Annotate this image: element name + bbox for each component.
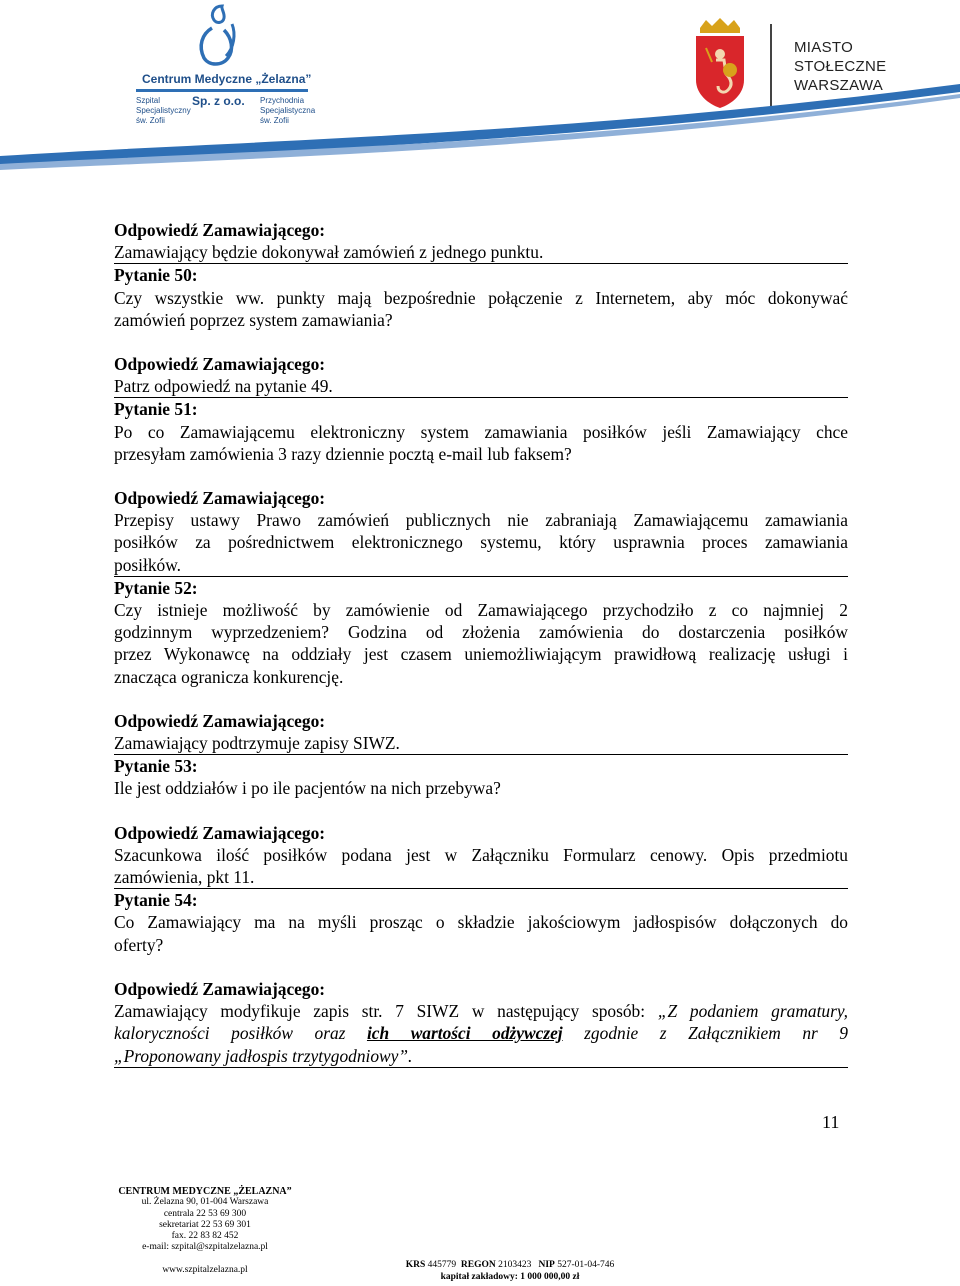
question-label: Pytanie 53: [114, 756, 198, 777]
answer-label: Odpowiedź Zamawiającego: [114, 978, 326, 999]
answer-text: Zamawiający podtrzymuje zapisy SIWZ. [114, 732, 848, 755]
question-text: Co Zamawiający ma na myśli prosząc o składzie jakościowym jadłospisów dołączonych do [114, 912, 848, 933]
answer-text: Zamawiający będzie dokonywał zamówień z jednego punktu. [114, 241, 848, 264]
footer-registry-numbers: KRS 445779 REGON 2103423 NIP 527-01-04-746 [405, 1260, 615, 1270]
city-name: MIASTO STOŁECZNE WARSZAWA [794, 39, 887, 94]
letterhead [0, 0, 960, 170]
question-text: oferty? [114, 934, 164, 955]
clinic-emblem-icon [192, 2, 246, 68]
answer-label: Odpowiedź Zamawiającego: [114, 220, 326, 240]
question-text: Czy istnieje możliwość by zamówienie od Zamawiającego przychodziło z co najmniej 2 [114, 600, 848, 621]
question-label: Pytanie 51: [114, 399, 198, 420]
answer-text: posiłków. [114, 554, 848, 577]
emphasized-phrase: ich wartości odżywczej [366, 1023, 563, 1044]
footer-website: www.szpitalzelazna.pl [162, 1264, 248, 1275]
footer-contact [110, 1186, 300, 1276]
question-text: zamówień poprzez system zamawiania? [114, 309, 393, 330]
question-text: godzinnym wyprzedzeniem? Godzina od złożenia zamówienia do dostarczenia posiłków [114, 622, 848, 643]
answer-label: Odpowiedź Zamawiającego: [114, 354, 326, 375]
answer-text: Patrz odpowiedź na pytanie 49. [114, 375, 848, 398]
footer-email: e-mail: szpital@szpitalzelazna.pl [142, 1242, 268, 1253]
answer-label: Odpowiedź Zamawiającego: [114, 822, 326, 843]
question-text: Ile jest oddziałów i po ile pacjentów na nich przebywa? [114, 778, 501, 799]
footer-switchboard: centrala 22 53 69 300 [163, 1208, 247, 1219]
hospital-unit-label: Szpital Specjalistyczny św. Zofii [136, 96, 191, 125]
answer-text: Zamawiający modyfikuje zapis str. 7 SIWZ w następujący sposób: „Z podaniem gramatury, [114, 1001, 848, 1022]
qa-content [114, 219, 848, 1068]
question-text: znacząca ogranicza konkurencję. [114, 666, 344, 687]
footer-secretariat: sekretariat 22 53 69 301 [159, 1219, 251, 1230]
question-label: Pytanie 52: [114, 577, 198, 598]
footer-org-name: CENTRUM MEDYCZNE „ŻELAZNA” [118, 1186, 292, 1197]
footer-registry [380, 1259, 640, 1283]
question-label: Pytanie 54: [114, 890, 198, 911]
answer-text: zamówienia, pkt 11. [114, 866, 848, 889]
answer-text: posiłków za pośrednictwem elektronicznego systemu, który usprawnia proces zamawiania [114, 532, 848, 553]
answer-text: „Proponowany jadłospis trzytygodniowy”. [114, 1045, 848, 1068]
question-text: przez Wykonawcę na oddziały jest czasem uniemożliwiającym prawidłową realizację usługi i [114, 644, 848, 665]
question-text: Czy wszystkie ww. punkty mają bezpośrednie połączenie z Internetem, aby móc dokonywać [114, 287, 848, 308]
answer-label: Odpowiedź Zamawiającego: [114, 710, 326, 731]
header-wave-decoration [0, 82, 960, 172]
footer-capital: kapitał zakładowy: 1 000 000,00 zł [440, 1272, 580, 1282]
answer-text: kaloryczności posiłków oraz ich wartości odżywczej zgodnie z Załącznikiem nr 9 [114, 1023, 848, 1044]
answer-text: Przepisy ustawy Prawo zamówień publicznych nie zabraniają Zamawiającemu zamawiania [114, 510, 848, 531]
question-text: przesyłam zamówienia 3 razy dziennie pocztą e-mail lub faksem? [114, 443, 572, 464]
question-label: Pytanie 50: [114, 265, 198, 286]
footer-fax: fax. 22 83 82 452 [171, 1231, 239, 1242]
question-text: Po co Zamawiającemu elektroniczny system zamawiania posiłków jeśli Zamawiający chce [114, 421, 848, 442]
answer-label: Odpowiedź Zamawiającego: [114, 488, 326, 509]
footer-address: ul. Żelazna 90, 01-004 Warszawa [141, 1197, 269, 1208]
page-number: 11 [822, 1112, 840, 1132]
clinic-name: Centrum Medyczne „Żelazna” [142, 72, 312, 86]
company-form: Sp. z o.o. [192, 94, 245, 108]
answer-text: Szacunkowa ilość posiłków podana jest w Załączniku Formularz cenowy. Opis przedmiotu [114, 844, 848, 865]
outpatient-unit-label: Przychodnia Specjalistyczna św. Zofii [260, 96, 316, 125]
